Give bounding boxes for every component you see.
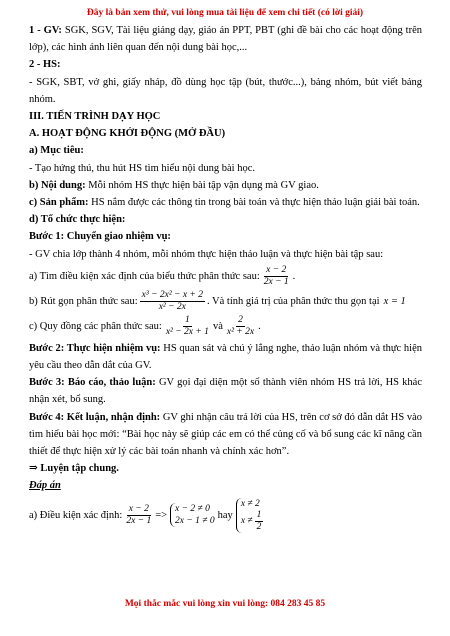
answer-label: Đáp án	[29, 480, 61, 492]
step3-text: GV gọi đại diện một số thành viên nhóm HS trả lời, HS khác nhận xét, bổ sung.	[29, 377, 423, 406]
gv-text: SGK, SGV, Tài liệu giảng dạy, giáo án PPT, PBT (ghi đề bài cho các hoạt động trên lớp), các hình ảnh liên quan đến nội dung bài học,...	[29, 25, 423, 54]
gv-paragraph	[29, 22, 422, 56]
condition-system-2	[236, 498, 266, 533]
document-body	[29, 22, 422, 535]
fraction-numerator: 1	[185, 314, 190, 325]
step4-paragraph	[29, 409, 422, 461]
task-b	[29, 290, 422, 313]
task-c-fraction-2	[225, 315, 256, 338]
answer-a-fraction	[124, 504, 153, 527]
content-label: b) Nội dung:	[29, 179, 86, 191]
step1-text: - GV chia lớp thành 4 nhóm, mỗi nhóm thực hiện thảo luận và thực hiện bài tập sau:	[29, 248, 384, 260]
task-a-fraction	[262, 265, 291, 288]
practice-heading: ⇒ Luyện tập chung.	[29, 463, 119, 475]
section-iii-heading: III. TIẾN TRÌNH DẠY HỌC	[29, 111, 161, 123]
fraction-numerator: 1	[256, 509, 262, 520]
fraction-denominator: 2	[256, 521, 262, 532]
step2-label: Bước 2: Thực hiện nhiệm vụ:	[29, 342, 161, 354]
fraction-denominator: 2x − 1	[126, 515, 152, 526]
task-a	[29, 265, 422, 288]
fraction-numerator: x − 2	[266, 264, 287, 275]
system-line	[241, 510, 266, 533]
fraction-numerator: x³ − 2x² − x + 2	[141, 289, 203, 300]
task-b-text: b) Rút gọn phân thức sau:	[29, 295, 138, 307]
system-line: x − 2 ≠ 0	[175, 504, 210, 515]
step3-paragraph	[29, 374, 422, 408]
contact-footer: Mọi thắc mắc vui lòng xin vui lòng: 084 283 45 85	[124, 599, 326, 609]
product-text: HS nắm được các thông tin trong bài toán và thực hiện thảo luận giải bài toán.	[91, 197, 420, 209]
hs-text: - SGK, SBT, vở ghi, giấy nháp, đồ dùng học tập (bút, thước...), bảng nhóm, bút viết bảng nhóm.	[29, 76, 422, 105]
task-b-tail: . Và tính giá trị của phân thức thu gọn tại	[206, 295, 380, 307]
or-word: hay	[217, 509, 233, 521]
step3-label: Bước 3: Báo cáo, thảo luận:	[29, 377, 156, 389]
implies-arrow: =>	[155, 509, 168, 521]
objective-label: a) Mục tiêu:	[29, 145, 84, 157]
task-c-and: và	[212, 320, 223, 332]
task-b-condition: x = 1	[383, 295, 406, 307]
objective-text: - Tạo hứng thú, thu hút HS tìm hiểu nội dung bài học.	[29, 162, 255, 174]
step2-paragraph	[29, 340, 422, 374]
answer-a-text: a) Điều kiện xác định:	[29, 509, 123, 521]
product-label: c) Sản phẩm:	[29, 197, 89, 209]
content-paragraph	[29, 177, 422, 194]
step2-text: HS quan sát và chú ý lắng nghe, thảo luận nhóm và thực hiện yêu cầu theo dẫn dắt của GV.	[29, 342, 423, 372]
system-line: 2x − 1 ≠ 0	[175, 516, 215, 527]
system-fraction	[255, 510, 264, 533]
content-text: Mỗi nhóm HS thực hiện bài tập vận dụng mà GV giao.	[88, 179, 319, 191]
preview-banner: Đây là bản xem thử, vui lòng mua tài liệu để xem chi tiết (có lời giải)	[86, 8, 364, 18]
task-c-text: c) Quy đồng các phân thức sau:	[29, 320, 162, 332]
fraction-numerator: x − 2	[128, 503, 149, 514]
step1-label: Bước 1: Chuyển giao nhiệm vụ:	[29, 231, 171, 243]
task-c	[29, 315, 422, 338]
task-a-text: a) Tìm điều kiện xác định của biểu thức phân thức sau:	[29, 270, 260, 282]
step4-text: GV ghi nhận câu trả lời của HS, trên cơ sở đó dẫn dắt HS vào tìm hiểu bài học mới: “Bài học này sẽ giúp các em có thể củng cố và bổ sung các kĩ năng cần thiết để thực hiện xử lý các bài toán nhanh và chính xác hơn”.	[29, 411, 423, 458]
fraction-denominator: x² + 2x	[226, 326, 255, 337]
fraction-numerator: 2	[238, 314, 243, 325]
condition-system-1	[170, 503, 215, 527]
system-line: x ≠ 2	[240, 498, 260, 509]
fraction-denominator: 2x − 1	[263, 276, 289, 287]
task-b-fraction	[140, 290, 205, 313]
system-ne: x ≠	[240, 516, 253, 527]
section-a-heading: A. HOẠT ĐỘNG KHỞI ĐỘNG (MỞ ĐẦU)	[29, 128, 226, 140]
step4-label: Bước 4: Kết luận, nhận định:	[29, 411, 161, 423]
fraction-denominator: x² − 2x	[158, 301, 186, 312]
hs-label: 2 - HS:	[29, 59, 61, 71]
answer-a	[29, 498, 422, 533]
task-c-fraction-1	[164, 315, 211, 338]
gv-label: 1 - GV:	[29, 25, 62, 36]
organization-label: d) Tổ chức thực hiện:	[29, 214, 126, 226]
task-c-tail: .	[258, 320, 261, 332]
fraction-denominator: x² − 2x + 1	[165, 326, 209, 337]
task-a-tail: .	[292, 270, 296, 282]
product-paragraph	[29, 194, 422, 211]
